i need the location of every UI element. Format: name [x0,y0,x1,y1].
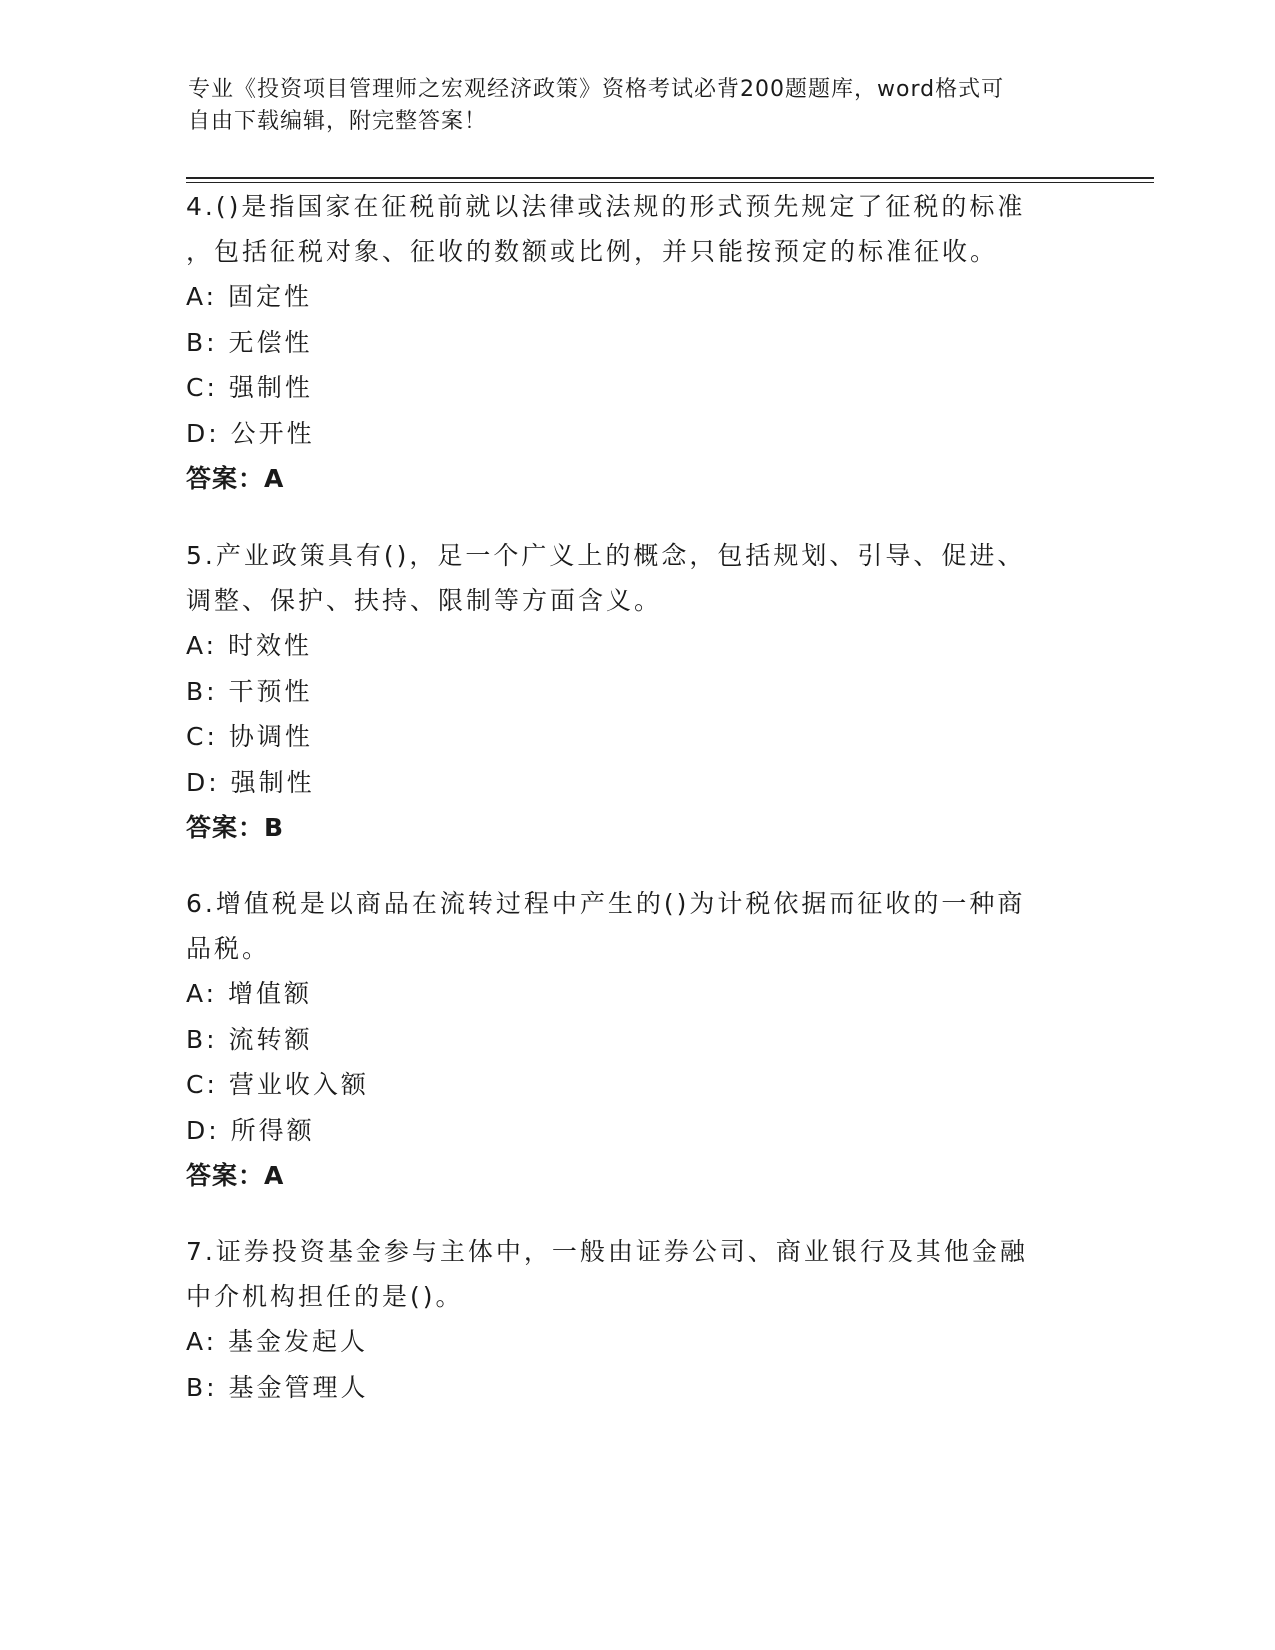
option-b: B: 干预性 [186,676,313,706]
document-header [188,74,1068,138]
option-a: A: 时效性 [186,631,313,660]
option-d: D: 公开性 [186,418,315,448]
question-5 [186,533,1066,851]
header-intro-line-1: 专业《投资项目管理师之宏观经济政策》资格考试必背200题题库，word格式可 [188,77,1005,102]
answer-line: 答案：A [186,1161,285,1190]
question-7 [186,1229,1066,1410]
option-c: C: 强制性 [186,373,313,402]
question-stem-line: 中介机构担任的是()。 [186,1282,464,1311]
question-stem-line: 6.增值税是以商品在流转过程中产生的()为计税依据而征收的一种商 [186,889,1026,918]
question-6 [186,881,1066,1199]
option-b: B: 基金管理人 [186,1372,369,1402]
option-a: A: 固定性 [186,282,313,311]
question-stem-line: 4.()是指国家在征税前就以法律或法规的形式预先规定了征税的标准 [186,192,1026,221]
header-divider-thick [186,177,1154,179]
header-divider-thin [186,182,1154,183]
header-intro-line-2: 自由下载编辑，附完整答案！ [188,109,488,134]
question-4 [186,184,1066,502]
option-d: D: 强制性 [186,767,315,797]
option-a: A: 增值额 [186,979,313,1008]
question-stem-line: 调整、保护、扶持、限制等方面含义。 [186,586,663,615]
answer-line: 答案：A [186,464,285,493]
option-c: C: 协调性 [186,722,313,751]
question-stem-line: ，包括征税对象、征收的数额或比例，并只能按预定的标准征收。 [186,237,999,266]
question-stem-line: 品税。 [186,934,271,963]
question-stem-line: 5.产业政策具有()，足一个广义上的概念，包括规划、引导、促进、 [186,541,1026,570]
question-stem-line: 7.证券投资基金参与主体中，一般由证券公司、商业银行及其他金融 [186,1237,1028,1266]
answer-line: 答案：B [186,813,285,842]
option-a: A: 基金发起人 [186,1327,369,1356]
option-b: B: 流转额 [186,1024,313,1054]
option-b: B: 无偿性 [186,327,313,357]
option-d: D: 所得额 [186,1115,315,1145]
option-c: C: 营业收入额 [186,1070,369,1099]
